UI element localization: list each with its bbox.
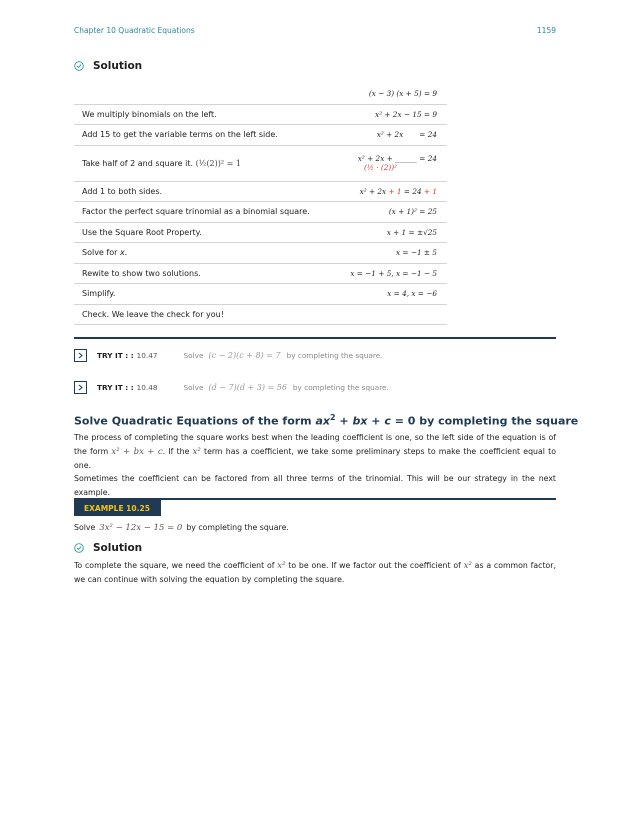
table-row xyxy=(74,284,447,305)
solution-heading xyxy=(74,60,142,72)
table-row xyxy=(74,181,447,202)
example-badge: EXAMPLE 10.25 xyxy=(74,500,161,516)
example-solution-paragraph: To complete the square, we need the coefficient of x² to be one. If we factor out the coefficient of x² as a common factor, we can continue with solving the equation by completing the square. xyxy=(74,561,556,584)
step-text: Factor the perfect square trinomial as a binomial square. xyxy=(82,207,310,217)
step-math: x = 4, x = −6 xyxy=(387,289,437,299)
table-row xyxy=(74,104,447,125)
step-math: x = −1 + 5, x = −1 − 5 xyxy=(350,268,437,278)
solution-label: Solution xyxy=(93,542,143,554)
step-text: Simplify. xyxy=(82,289,116,299)
step-text: Add 15 to get the variable terms on the left side. xyxy=(82,130,278,140)
try-it-number: 10.48 xyxy=(136,383,158,392)
step-text: We multiply binomials on the left. xyxy=(82,109,217,119)
step-text: Use the Square Root Property. xyxy=(82,227,202,237)
try-it-label: TRY IT : : xyxy=(97,383,134,392)
chevron-right-icon xyxy=(77,384,84,391)
try-it-10-48 xyxy=(74,380,389,395)
table-row xyxy=(74,222,447,243)
step-text: Take half of 2 and square it. (½(2))² = 1 xyxy=(82,158,241,168)
try-it-tail: by completing the square. xyxy=(286,351,383,360)
try-it-label: TRY IT : : xyxy=(97,351,134,360)
step-text: Solve for x. xyxy=(82,248,128,258)
try-it-number: 10.47 xyxy=(136,351,158,360)
step-math: x² + 2x + 1 = 24 + 1 xyxy=(359,186,437,196)
step-math: (x + 1)² = 25 xyxy=(388,207,437,217)
table-row xyxy=(74,304,447,325)
solution-label: Solution xyxy=(93,60,143,72)
try-it-solve-word: Solve xyxy=(183,351,204,360)
try-it-equation: (c − 2)(c + 8) = 7 xyxy=(208,351,281,360)
divider xyxy=(74,337,556,339)
try-it-solve-word: Solve xyxy=(183,383,204,392)
step-math: x² + 2x + ______ = 24 (½ · (2))² xyxy=(357,154,437,172)
step-math: x² + 2x − 15 = 9 xyxy=(375,109,437,119)
solution-steps-table xyxy=(74,84,447,325)
try-it-10-47 xyxy=(74,348,383,363)
step-math: x + 1 = ±√25 xyxy=(386,227,437,237)
try-it-toggle-button[interactable] xyxy=(74,381,87,394)
page-number: 1159 xyxy=(536,26,556,35)
chapter-title: Chapter 10 Quadratic Equations xyxy=(74,26,195,35)
step-text: Check. We leave the check for you! xyxy=(82,309,224,319)
table-row xyxy=(74,263,447,284)
chevron-right-icon xyxy=(77,352,84,359)
half-formula: (½(2))² = 1 xyxy=(195,158,241,168)
example-solution-heading xyxy=(74,542,142,554)
check-circle-icon xyxy=(74,543,84,553)
step-math: x² + 2x = 24 xyxy=(376,130,437,140)
section-paragraph-1: The process of completing the square works best when the leading coefficient is one, so the left side of the equation is of the form x² + bx + c. If the x² term has a coefficient, we take some preliminary steps to make the coefficient equal to one. xyxy=(74,433,556,470)
step-text: Add 1 to both sides. xyxy=(82,186,163,196)
try-it-equation: (d − 7)(d + 3) = 56 xyxy=(208,383,287,392)
step-text: Rewite to show two solutions. xyxy=(82,268,201,278)
try-it-tail: by completing the square. xyxy=(292,383,389,392)
table-row xyxy=(74,125,447,146)
table-row xyxy=(74,202,447,223)
example-problem: Solve 3x² − 12x − 15 = 0 by completing the square. xyxy=(74,523,289,533)
table-row xyxy=(74,84,447,104)
step-math xyxy=(332,304,447,325)
try-it-toggle-button[interactable] xyxy=(74,349,87,362)
section-paragraph-2: Sometimes the coefficient can be factored from all three terms of the trinomial. This will be our strategy in the next example. xyxy=(74,474,556,497)
table-row xyxy=(74,145,447,181)
table-row xyxy=(74,243,447,264)
start-equation: (x − 3) (x + 5) = 9 xyxy=(368,89,437,99)
section-title: Solve Quadratic Equations of the form $ax^2$ + bx + c = 0 by completing the square xyxy=(74,413,579,428)
check-circle-icon xyxy=(74,61,84,71)
step-math: x = −1 ± 5 xyxy=(395,248,437,258)
running-head xyxy=(74,26,556,38)
